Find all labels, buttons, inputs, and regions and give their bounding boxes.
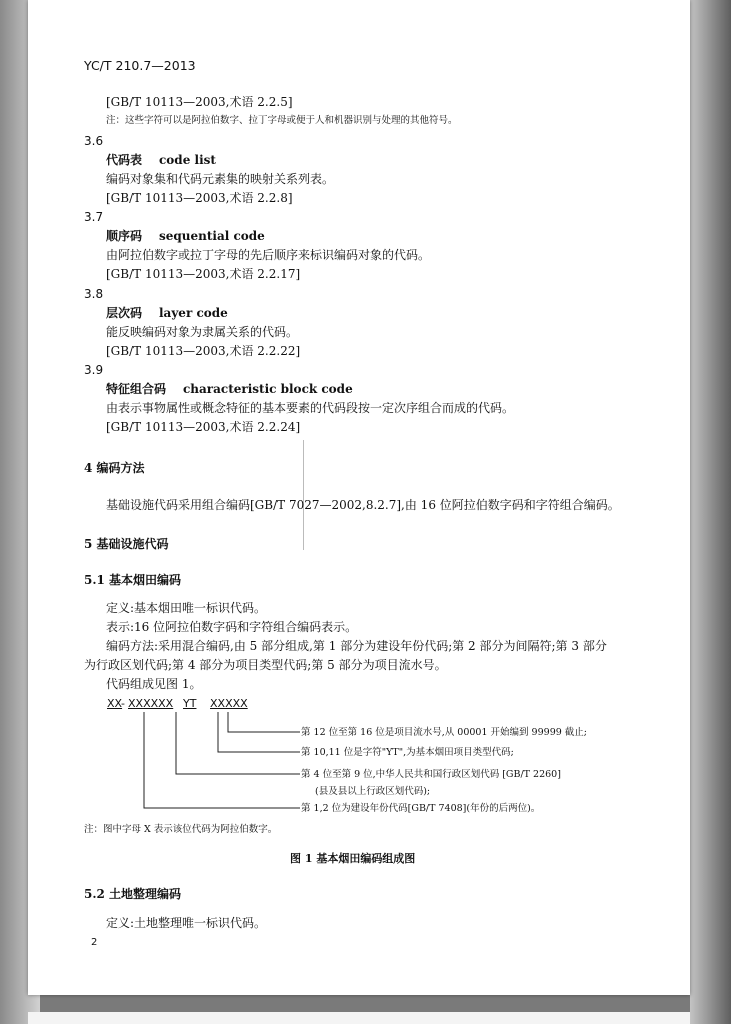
section-3-7-number: 3.7 (84, 210, 104, 224)
label-region-line2: (县及县以上行政区划代码); (315, 786, 431, 797)
document-page (28, 0, 690, 995)
page-number: 2 (91, 937, 98, 948)
section-3-6-definition: 编码对象集和代码元素集的映射关系列表。 (106, 172, 335, 186)
code-part-region: XXXXXX (128, 697, 174, 710)
connector-serial (228, 712, 300, 732)
standard-header: YC/T 210.7—2013 (84, 58, 196, 73)
next-page-edge (28, 1012, 690, 1024)
code-part-serial: XXXXX (210, 697, 248, 710)
section-3-8-term-zh: 层次码 (106, 306, 143, 320)
section-3-7-term-en: sequential code (159, 229, 265, 243)
section-3-6-term-en: code list (159, 153, 216, 167)
label-serial: 第 12 位至第 16 位是项目流水号,从 00001 开始编到 99999 截止; (301, 727, 587, 738)
section-5-1-method-line1: 编码方法:采用混合编码,由 5 部分组成,第 1 部分为建设年份代码;第 2 部分为间隔符;第 3 部分 (106, 639, 607, 653)
code-part-year: XX (107, 697, 123, 710)
section-3-6-term-zh: 代码表 (106, 153, 143, 167)
section-3-7-term-zh: 顺序码 (106, 229, 143, 243)
background-right (690, 0, 731, 1024)
figure-1-connector-lines (28, 0, 690, 995)
reference-2-2-5: [GB/T 10113—2003,术语 2.2.5] (106, 95, 293, 109)
section-3-9-term-zh: 特征组合码 (106, 382, 167, 396)
section-3-7-definition: 由阿拉伯数字或拉丁字母的先后顺序来标识编码对象的代码。 (106, 248, 431, 262)
section-5-1-representation: 表示:16 位阿拉伯数字码和字符组合编码表示。 (106, 620, 358, 634)
figure-1-caption: 图 1 基本烟田编码组成图 (290, 852, 416, 865)
section-5-1-method-line2: 为行政区划代码;第 4 部分为项目类型代码;第 5 部分为项目流水号。 (84, 658, 447, 672)
section-3-6-number: 3.6 (84, 134, 104, 148)
section-5-2-definition: 定义:土地整理唯一标识代码。 (106, 916, 267, 930)
section-5-1-definition: 定义:基本烟田唯一标识代码。 (106, 601, 267, 615)
section-3-9-definition: 由表示事物属性或概念特征的基本要素的代码段按一定次序组合而成的代码。 (106, 401, 515, 415)
code-part-separator: - (121, 697, 125, 710)
section-3-9-number: 3.9 (84, 363, 104, 377)
connector-year (144, 712, 300, 808)
label-year: 第 1,2 位为建设年份代码[GB/T 7408](年份的后两位)。 (301, 803, 541, 814)
label-type: 第 10,11 位是字符"YT",为基本烟田项目类型代码; (301, 747, 514, 758)
section-3-7-reference: [GB/T 10113—2003,术语 2.2.17] (106, 267, 301, 281)
section-3-8-definition: 能反映编码对象为隶属关系的代码。 (106, 325, 299, 339)
section-3-8-reference: [GB/T 10113—2003,术语 2.2.22] (106, 344, 301, 358)
note-2-2-5: 注：这些字符可以是阿拉伯数字、拉丁字母或便于人和机器识别与处理的其他符号。 (106, 115, 458, 126)
section-5-1-figure-ref: 代码组成见图 1。 (106, 677, 202, 691)
section-4-heading: 4 编码方法 (84, 461, 145, 475)
connector-region (176, 712, 300, 774)
section-3-6-reference: [GB/T 10113—2003,术语 2.2.8] (106, 191, 293, 205)
section-3-8-term-en: layer code (159, 306, 228, 320)
code-part-type: YT (183, 697, 197, 710)
section-5-heading: 5 基础设施代码 (84, 537, 169, 551)
label-region-line1: 第 4 位至第 9 位,中华人民共和国行政区划代码 [GB/T 2260] (301, 769, 561, 780)
section-5-2-heading: 5.2 土地整理编码 (84, 887, 182, 901)
figure-1-note: 注：图中字母 X 表示该位代码为阿拉伯数字。 (84, 824, 278, 835)
section-3-8-number: 3.8 (84, 287, 104, 301)
section-3-9-reference: [GB/T 10113—2003,术语 2.2.24] (106, 420, 301, 434)
section-4-body: 基础设施代码采用组合编码[GB/T 7027—2002,8.2.7],由 16 位阿拉伯数字码和字符组合编码。 (106, 498, 620, 512)
section-3-9-term-en: characteristic block code (183, 382, 353, 396)
section-5-1-heading: 5.1 基本烟田编码 (84, 573, 182, 587)
